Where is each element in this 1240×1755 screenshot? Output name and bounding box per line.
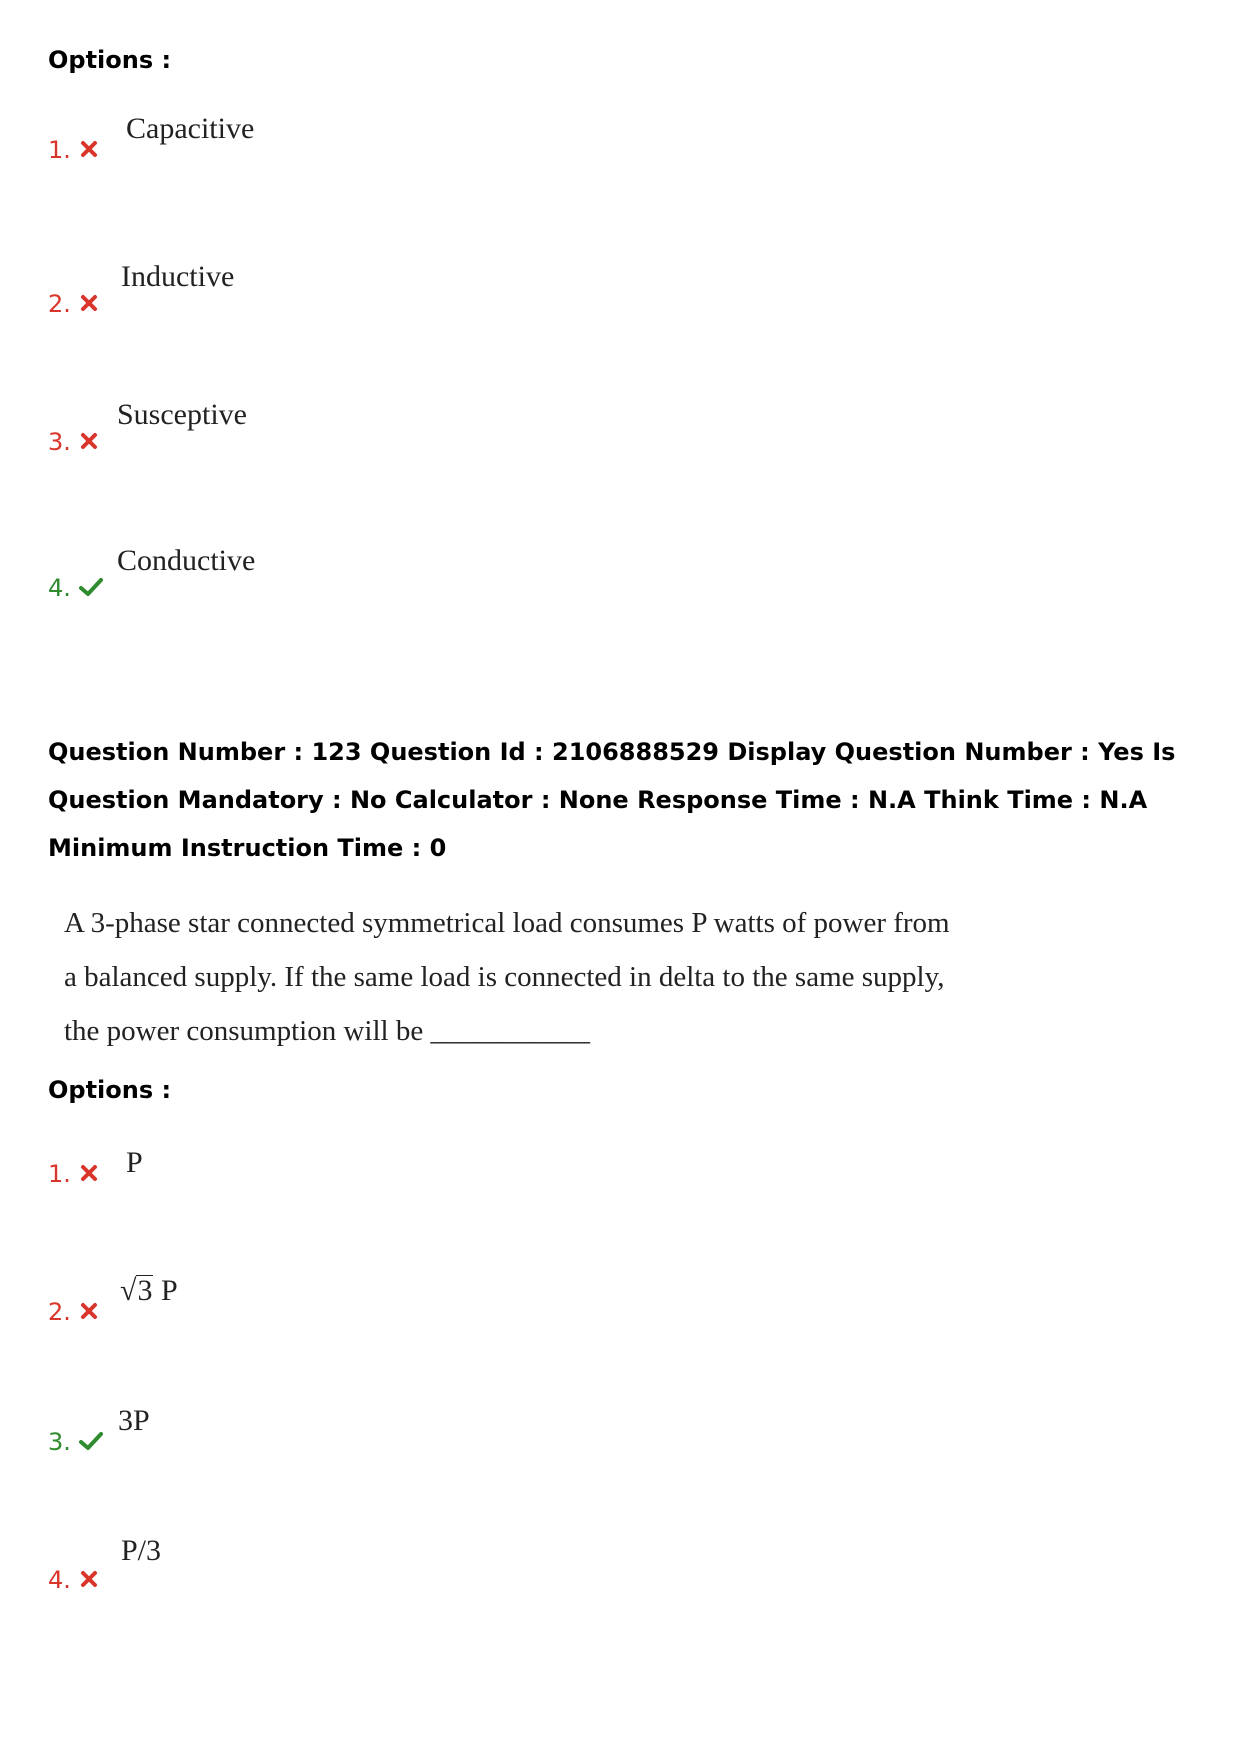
option-suffix: P: [153, 1274, 178, 1307]
options-heading: Options :: [48, 46, 172, 74]
option-text: Susceptive: [117, 398, 247, 431]
option-text: Inductive: [121, 260, 235, 293]
option-text: Conductive: [117, 544, 256, 577]
option-4: [0, 1534, 600, 1614]
question-meta: Question Number : 123 Question Id : 2106888529 Display Question Number : Yes Is Question Mandatory : No Calculator : None Response Time : N.A Think Time : N.A Minimum Instruction Time : 0: [48, 738, 1176, 862]
cross-icon: [78, 1300, 100, 1322]
option-2: [0, 1274, 600, 1346]
option-text: P: [126, 1146, 143, 1179]
option-text: 3P: [118, 1404, 150, 1437]
check-icon: [78, 576, 104, 598]
option-text: [120, 1274, 178, 1308]
option-number: 1.: [48, 1160, 71, 1188]
cross-icon: [78, 430, 100, 452]
cross-icon: [78, 1162, 100, 1184]
cross-icon: [78, 138, 100, 160]
option-1: [0, 112, 600, 178]
option-number: 2.: [48, 1298, 71, 1326]
option-number: 3.: [48, 1428, 71, 1456]
option-text: Capacitive: [126, 112, 255, 145]
cross-icon: [78, 292, 100, 314]
cross-icon: [78, 1568, 100, 1590]
radicand: 3: [137, 1274, 153, 1307]
option-number: 2.: [48, 290, 71, 318]
option-number: 3.: [48, 428, 71, 456]
check-icon: [78, 1430, 104, 1452]
option-number: 4.: [48, 1566, 71, 1594]
option-3: [0, 1404, 600, 1476]
option-3: [0, 398, 600, 470]
option-4: [0, 544, 600, 616]
option-number: 1.: [48, 136, 71, 164]
options-heading: Options :: [48, 1076, 172, 1104]
option-number: 4.: [48, 574, 71, 602]
option-text: P/3: [121, 1534, 162, 1567]
sqrt-symbol: √: [120, 1274, 137, 1307]
question-text: A 3-phase star connected symmetrical load consumes P watts of power from a balanced supply. If the same load is connected in delta to the same supply, the power consumption will be ___________: [64, 907, 950, 1047]
option-2: [0, 260, 600, 332]
option-1: [0, 1148, 600, 1208]
